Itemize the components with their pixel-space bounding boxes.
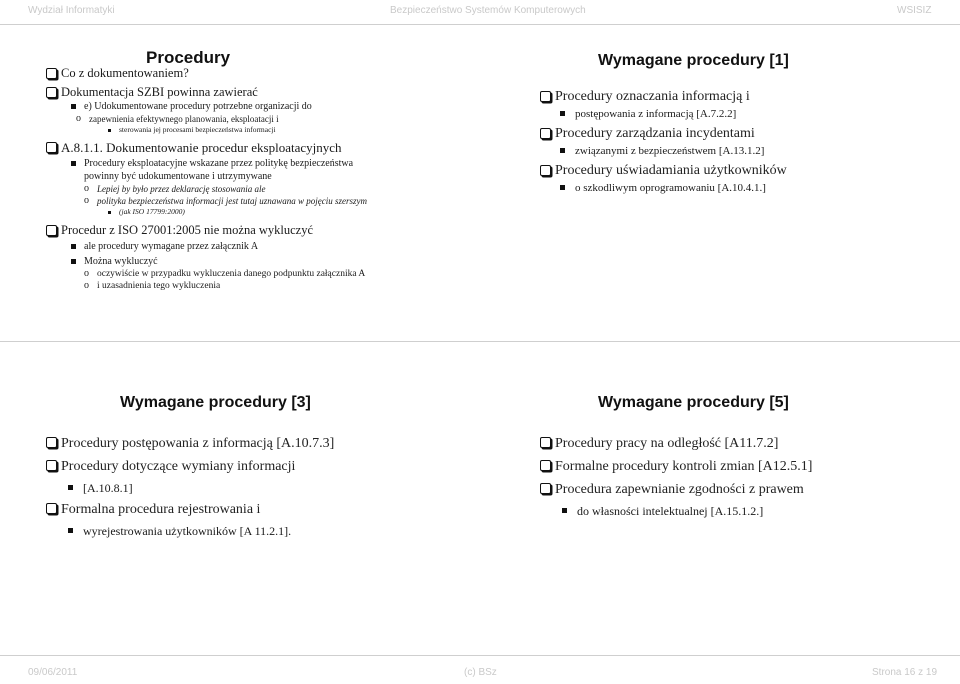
checkbox-bullet-icon xyxy=(46,460,57,471)
sub-bullet-text: Można wykluczyć xyxy=(84,256,158,267)
o-bullet-text: polityka bezpieczeństwa informacji jest tutaj uznawana w pojęciu szerszym xyxy=(97,196,367,206)
square-bullet-icon xyxy=(71,244,76,249)
bullet-item xyxy=(540,125,950,143)
footer-date: 09/06/2011 xyxy=(28,667,78,678)
bullet-item xyxy=(540,88,950,106)
square-bullet-icon xyxy=(68,528,73,533)
sub-bullet-text: o szkodliwym oprogramowaniu [A.10.4.1.] xyxy=(575,182,766,194)
o-bullet-text: i uzasadnienia tego wykluczenia xyxy=(97,281,221,291)
bullet-text: Procedur z ISO 27001:2005 nie można wykluczyć xyxy=(61,223,314,237)
o-bullet-icon: o xyxy=(84,268,89,279)
header-school: WSISIZ xyxy=(897,5,932,16)
o-bullet-text: zapewnienia efektywnego planowania, eksploatacji i xyxy=(89,114,279,124)
bullet-text: Procedura zapewnianie zgodności z prawem xyxy=(555,482,804,497)
sub-bullet-continuation: powinny być udokumentowane i utrzymywane xyxy=(84,171,272,182)
bullet-text: Formalne procedury kontroli zmian [A12.5.1] xyxy=(555,459,813,474)
bullet-text: Procedury pracy na odległość [A11.7.2] xyxy=(555,436,779,451)
bullet-item xyxy=(46,223,446,238)
bullet-text: Co z dokumentowaniem? xyxy=(61,66,189,80)
sub-bullet-text: [A.10.8.1] xyxy=(83,481,133,495)
sub-bullet xyxy=(540,180,950,196)
slide-wymagane-3 xyxy=(46,394,456,543)
sub-bullet xyxy=(46,523,456,539)
header-faculty: Wydział Informatyki xyxy=(28,5,115,16)
o-bullet-text: Lepiej by było przez deklarację stosowania ale xyxy=(97,184,266,194)
bullet-item xyxy=(540,457,950,476)
footer-divider xyxy=(0,655,960,656)
square-bullet-icon xyxy=(71,161,76,166)
sub-bullet-text: e) Udokumentowane procedury potrzebne organizacji do xyxy=(84,101,312,112)
sub-bullet-text: wyrejestrowania użytkowników [A 11.2.1]. xyxy=(83,524,292,538)
dot-bullet-text: (jak ISO 17799:2000) xyxy=(119,207,185,216)
header-divider xyxy=(0,24,960,25)
slide-procedury xyxy=(46,48,446,292)
header-course: Bezpieczeństwo Systemów Komputerowych xyxy=(390,5,586,16)
checkbox-bullet-icon xyxy=(46,68,57,79)
bullet-item xyxy=(46,66,446,81)
square-bullet-icon xyxy=(560,111,565,116)
square-bullet-icon xyxy=(71,104,76,109)
square-bullet-icon xyxy=(560,148,565,153)
slide-title: Wymagane procedury [1] xyxy=(598,52,789,69)
footer-copyright: (c) BSz xyxy=(464,667,497,678)
o-bullet xyxy=(46,183,446,195)
sub-bullet xyxy=(46,480,456,496)
bullet-text: Procedury dotyczące wymiany informacji xyxy=(61,459,296,474)
o-bullet-icon: o xyxy=(76,113,81,124)
bullet-item xyxy=(540,480,950,499)
sub-bullet-text: Procedury eksploatacyjne wskazane przez politykę bezpieczeństwa xyxy=(84,158,354,169)
bullet-text: Procedury uświadamiania użytkowników xyxy=(555,163,787,178)
checkbox-bullet-icon xyxy=(46,225,57,236)
sub-bullet-text: do własności intelektualnej [A.15.1.2.] xyxy=(577,504,764,518)
o-bullet xyxy=(46,280,446,292)
checkbox-bullet-icon xyxy=(540,437,551,448)
square-bullet-icon xyxy=(68,485,73,490)
dot-bullet xyxy=(46,125,446,135)
footer-page-number: Strona 16 z 19 xyxy=(872,667,938,678)
bullet-text: Procedury postępowania z informacją [A.10.7.3] xyxy=(61,436,335,451)
bullet-text: Procedury oznaczania informacją i xyxy=(555,89,750,104)
sub-bullet xyxy=(540,106,950,122)
sub-bullet-text: związanymi z bezpieczeństwem [A.13.1.2] xyxy=(575,145,765,157)
checkbox-bullet-icon xyxy=(540,91,551,102)
sub-bullet xyxy=(46,157,446,170)
checkbox-bullet-icon xyxy=(46,503,57,514)
bullet-text: Dokumentacja SZBI powinna zawierać xyxy=(61,85,258,99)
slide-wymagane-1 xyxy=(540,52,950,199)
o-bullet-icon: o xyxy=(84,280,89,291)
checkbox-bullet-icon xyxy=(46,87,57,98)
o-bullet xyxy=(46,195,446,207)
o-bullet-icon: o xyxy=(84,183,89,194)
bullet-item xyxy=(46,457,456,476)
dot-bullet-icon xyxy=(108,129,111,132)
slide-title: Procedury xyxy=(146,48,231,67)
sub-bullet-text: postępowania z informacją [A.7.2.2] xyxy=(575,108,737,120)
slide-row-divider xyxy=(0,341,960,342)
o-bullet-icon: o xyxy=(84,195,89,206)
sub-bullet xyxy=(540,503,950,519)
checkbox-bullet-icon xyxy=(540,483,551,494)
bullet-text: Procedury zarządzania incydentami xyxy=(555,126,755,141)
square-bullet-icon xyxy=(562,508,567,513)
slide-title: Wymagane procedury [5] xyxy=(598,394,789,411)
checkbox-bullet-icon xyxy=(46,142,57,153)
sub-bullet xyxy=(46,100,446,113)
checkbox-bullet-icon xyxy=(540,165,551,176)
square-bullet-icon xyxy=(560,185,565,190)
sub-bullet-text: ale procedury wymagane przez załącznik A xyxy=(84,241,259,252)
dot-bullet-icon xyxy=(108,211,111,214)
sub-bullet xyxy=(46,255,446,268)
bullet-item xyxy=(540,162,950,180)
bullet-item xyxy=(46,140,446,155)
checkbox-bullet-icon xyxy=(540,128,551,139)
checkbox-bullet-icon xyxy=(540,460,551,471)
o-bullet xyxy=(46,113,446,125)
slide-wymagane-5 xyxy=(540,394,950,523)
dot-bullet xyxy=(46,207,446,217)
o-bullet xyxy=(46,268,446,280)
bullet-item xyxy=(46,434,456,453)
slide-title: Wymagane procedury [3] xyxy=(120,394,311,411)
bullet-item xyxy=(540,434,950,453)
checkbox-bullet-icon xyxy=(46,437,57,448)
dot-bullet-text: sterowania jej procesami bezpieczeństwa informacji xyxy=(119,125,276,134)
bullet-text: A.8.1.1. Dokumentowanie procedur eksploatacyjnych xyxy=(61,140,342,155)
bullet-item xyxy=(46,85,446,100)
bullet-item xyxy=(46,500,456,519)
bullet-text: Formalna procedura rejestrowania i xyxy=(61,502,261,517)
sub-bullet xyxy=(540,143,950,159)
sub-bullet xyxy=(46,240,446,253)
o-bullet-text: oczywiście w przypadku wykluczenia danego podpunktu załącznika A xyxy=(97,269,366,279)
square-bullet-icon xyxy=(71,259,76,264)
